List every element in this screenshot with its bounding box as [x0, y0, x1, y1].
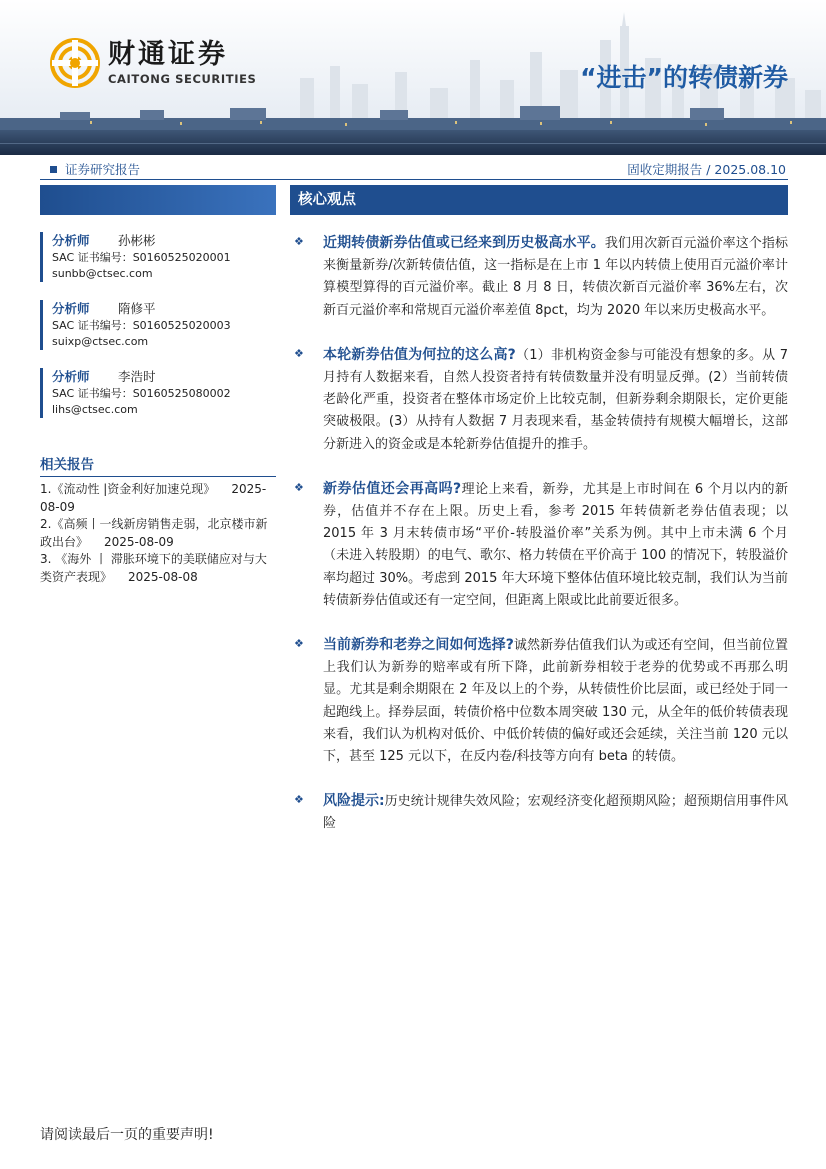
analyst-name: 李浩时	[117, 369, 156, 384]
analyst-card	[40, 300, 276, 350]
key-point-heading: 近期转债新券估值或已经来到历史极高水平。	[323, 235, 605, 251]
related-report-date: 2025-08-09	[40, 482, 267, 514]
logo-english-name: CAITONG SECURITIES	[108, 72, 257, 86]
analyst-sac-number: SAC 证书编号：S0160525020003	[52, 319, 231, 332]
key-point	[294, 344, 788, 456]
key-points-list	[294, 232, 788, 836]
company-logo	[50, 38, 256, 88]
key-point-heading: 新券估值还会再高吗?	[323, 480, 462, 497]
analyst-role: 分析师	[52, 301, 90, 316]
analyst-name: 孙彬彬	[117, 233, 156, 248]
related-report-date: 2025-08-08	[128, 569, 198, 584]
key-point	[294, 232, 788, 322]
analyst-role: 分析师	[52, 369, 90, 384]
analyst-email[interactable]: suixp@ctsec.com	[52, 335, 149, 348]
report-title: “进击”的转债新券	[580, 63, 788, 92]
report-type: 证券研究报告	[65, 162, 141, 177]
related-report-item[interactable]	[40, 481, 276, 516]
caitong-logo-icon	[50, 38, 100, 88]
report-category-date: 固收定期报告 / 2025.08.10	[627, 162, 786, 177]
key-point-heading: 风险提示:	[323, 793, 385, 810]
report-header	[0, 0, 826, 155]
core-view-header	[290, 185, 788, 215]
diamond-bullet-icon: ❖	[294, 793, 304, 807]
logo-chinese-name: 财通证券	[108, 39, 228, 70]
key-point	[294, 790, 788, 835]
related-report-title: 2.《高频丨一线新房销售走弱，北京楼市新政出台》	[40, 517, 268, 549]
key-point-body: 诚然新券估值我们认为或还有空间，但当前位置上我们认为新券的赔率或有所下降，此前新券相较于老券的优势或不再那么明显。尤其是剩余期限在 2 年及以上的个券，从转债性价比层面，或已经处于同一起跑线上。择券层面，转债价格中位数本周突破 130 元，从全年的低价转债表现来看，我们认为机构对低价、中低价转债的偏好或还会延续，关注当前 120 元以下，甚至 125 元以下，在反内卷/科技等方向有 beta 的转债。	[323, 638, 788, 765]
key-point-body: 我们用次新百元溢价率这个指标来衡量新券/次新转债估值，这一指标是在上市 1 年以内转债上使用百元溢价率计算模型算得的百元溢价率。截止 8 月 8 日，转债次新百元溢价率 36%左右，次新百元溢价率和常规百元溢价率差值 8pct，均为 2020 年以来历史极高水平。	[323, 236, 788, 318]
section-title: 核心观点	[298, 192, 356, 208]
related-reports-title: 相关报告	[40, 453, 276, 477]
related-report-date: 2025-08-09	[104, 534, 174, 549]
related-report-item[interactable]	[40, 551, 276, 586]
analyst-email[interactable]: sunbb@ctsec.com	[52, 267, 153, 280]
analyst-card	[40, 368, 276, 418]
analyst-card	[40, 232, 276, 282]
key-point-heading: 本轮新券估值为何拉的这么高?	[323, 346, 516, 363]
key-point	[294, 478, 788, 612]
key-point-body: （1）非机构资金参与可能没有想象的多。从 7 月持有人数据来看，自然人投资者持有转债数量并没有明显反弹。(2）当前转债老龄化严重，投资者在整体市场定价上比较克制，但新券剩余期限长，定价更能突破极限。(3）从持有人数据 7 月表现来看，基金转债持有规模大幅增长，这部分新进入的资金或是本轮新券估值提升的推手。	[323, 347, 788, 452]
diamond-bullet-icon: ❖	[294, 346, 304, 360]
analyst-email[interactable]: lihs@ctsec.com	[52, 403, 138, 416]
related-report-title: 1.《流动性 |资金利好加速兑现》	[40, 482, 216, 496]
related-report-item[interactable]	[40, 516, 276, 551]
diamond-bullet-icon: ❖	[294, 637, 304, 651]
analyst-name: 隋修平	[117, 301, 156, 316]
key-point	[294, 634, 788, 768]
analyst-sac-number: SAC 证书编号：S0160525080002	[52, 387, 231, 400]
key-point-body: 理论上来看，新券，尤其是上市时间在 6 个月以内的新券，估值并不存在上限。历史上看，参考 2015 年转债新老券估值表现；以 2015 年 3 月末转债市场“平价-转股溢价率”关系为例。其中上市未满 6 个月（未进入转股期）的电气、歌尔、格力转债在平价高于 100 的情况下，转股溢价率均超过 30%。考虑到 2015 年大环境下整体估值环境比较克制，我们认为当前转债新券估值或还有一定空间，但距离上限或比此前要近很多。	[323, 481, 788, 608]
key-point-heading: 当前新券和老券之间如何选择?	[323, 637, 514, 654]
disclaimer-notice: 请阅读最后一页的重要声明!	[40, 1127, 214, 1143]
analyst-role: 分析师	[52, 233, 90, 248]
related-report-title: 3. 《海外 丨 滞胀环境下的美联储应对与大类资产表现》	[40, 552, 267, 584]
header-divider	[40, 179, 788, 180]
diamond-bullet-icon: ❖	[294, 235, 304, 248]
square-bullet-icon	[50, 166, 57, 173]
key-point-body: 历史统计规律失效风险；宏观经济变化超预期风险；超预期信用事件风险	[323, 794, 788, 832]
report-meta-row	[50, 160, 786, 180]
sidebar-header-bar	[40, 185, 276, 215]
diamond-bullet-icon: ❖	[294, 480, 304, 494]
analyst-list	[40, 232, 276, 436]
related-reports	[40, 453, 276, 586]
analyst-sac-number: SAC 证书编号：S0160525020001	[52, 251, 231, 264]
